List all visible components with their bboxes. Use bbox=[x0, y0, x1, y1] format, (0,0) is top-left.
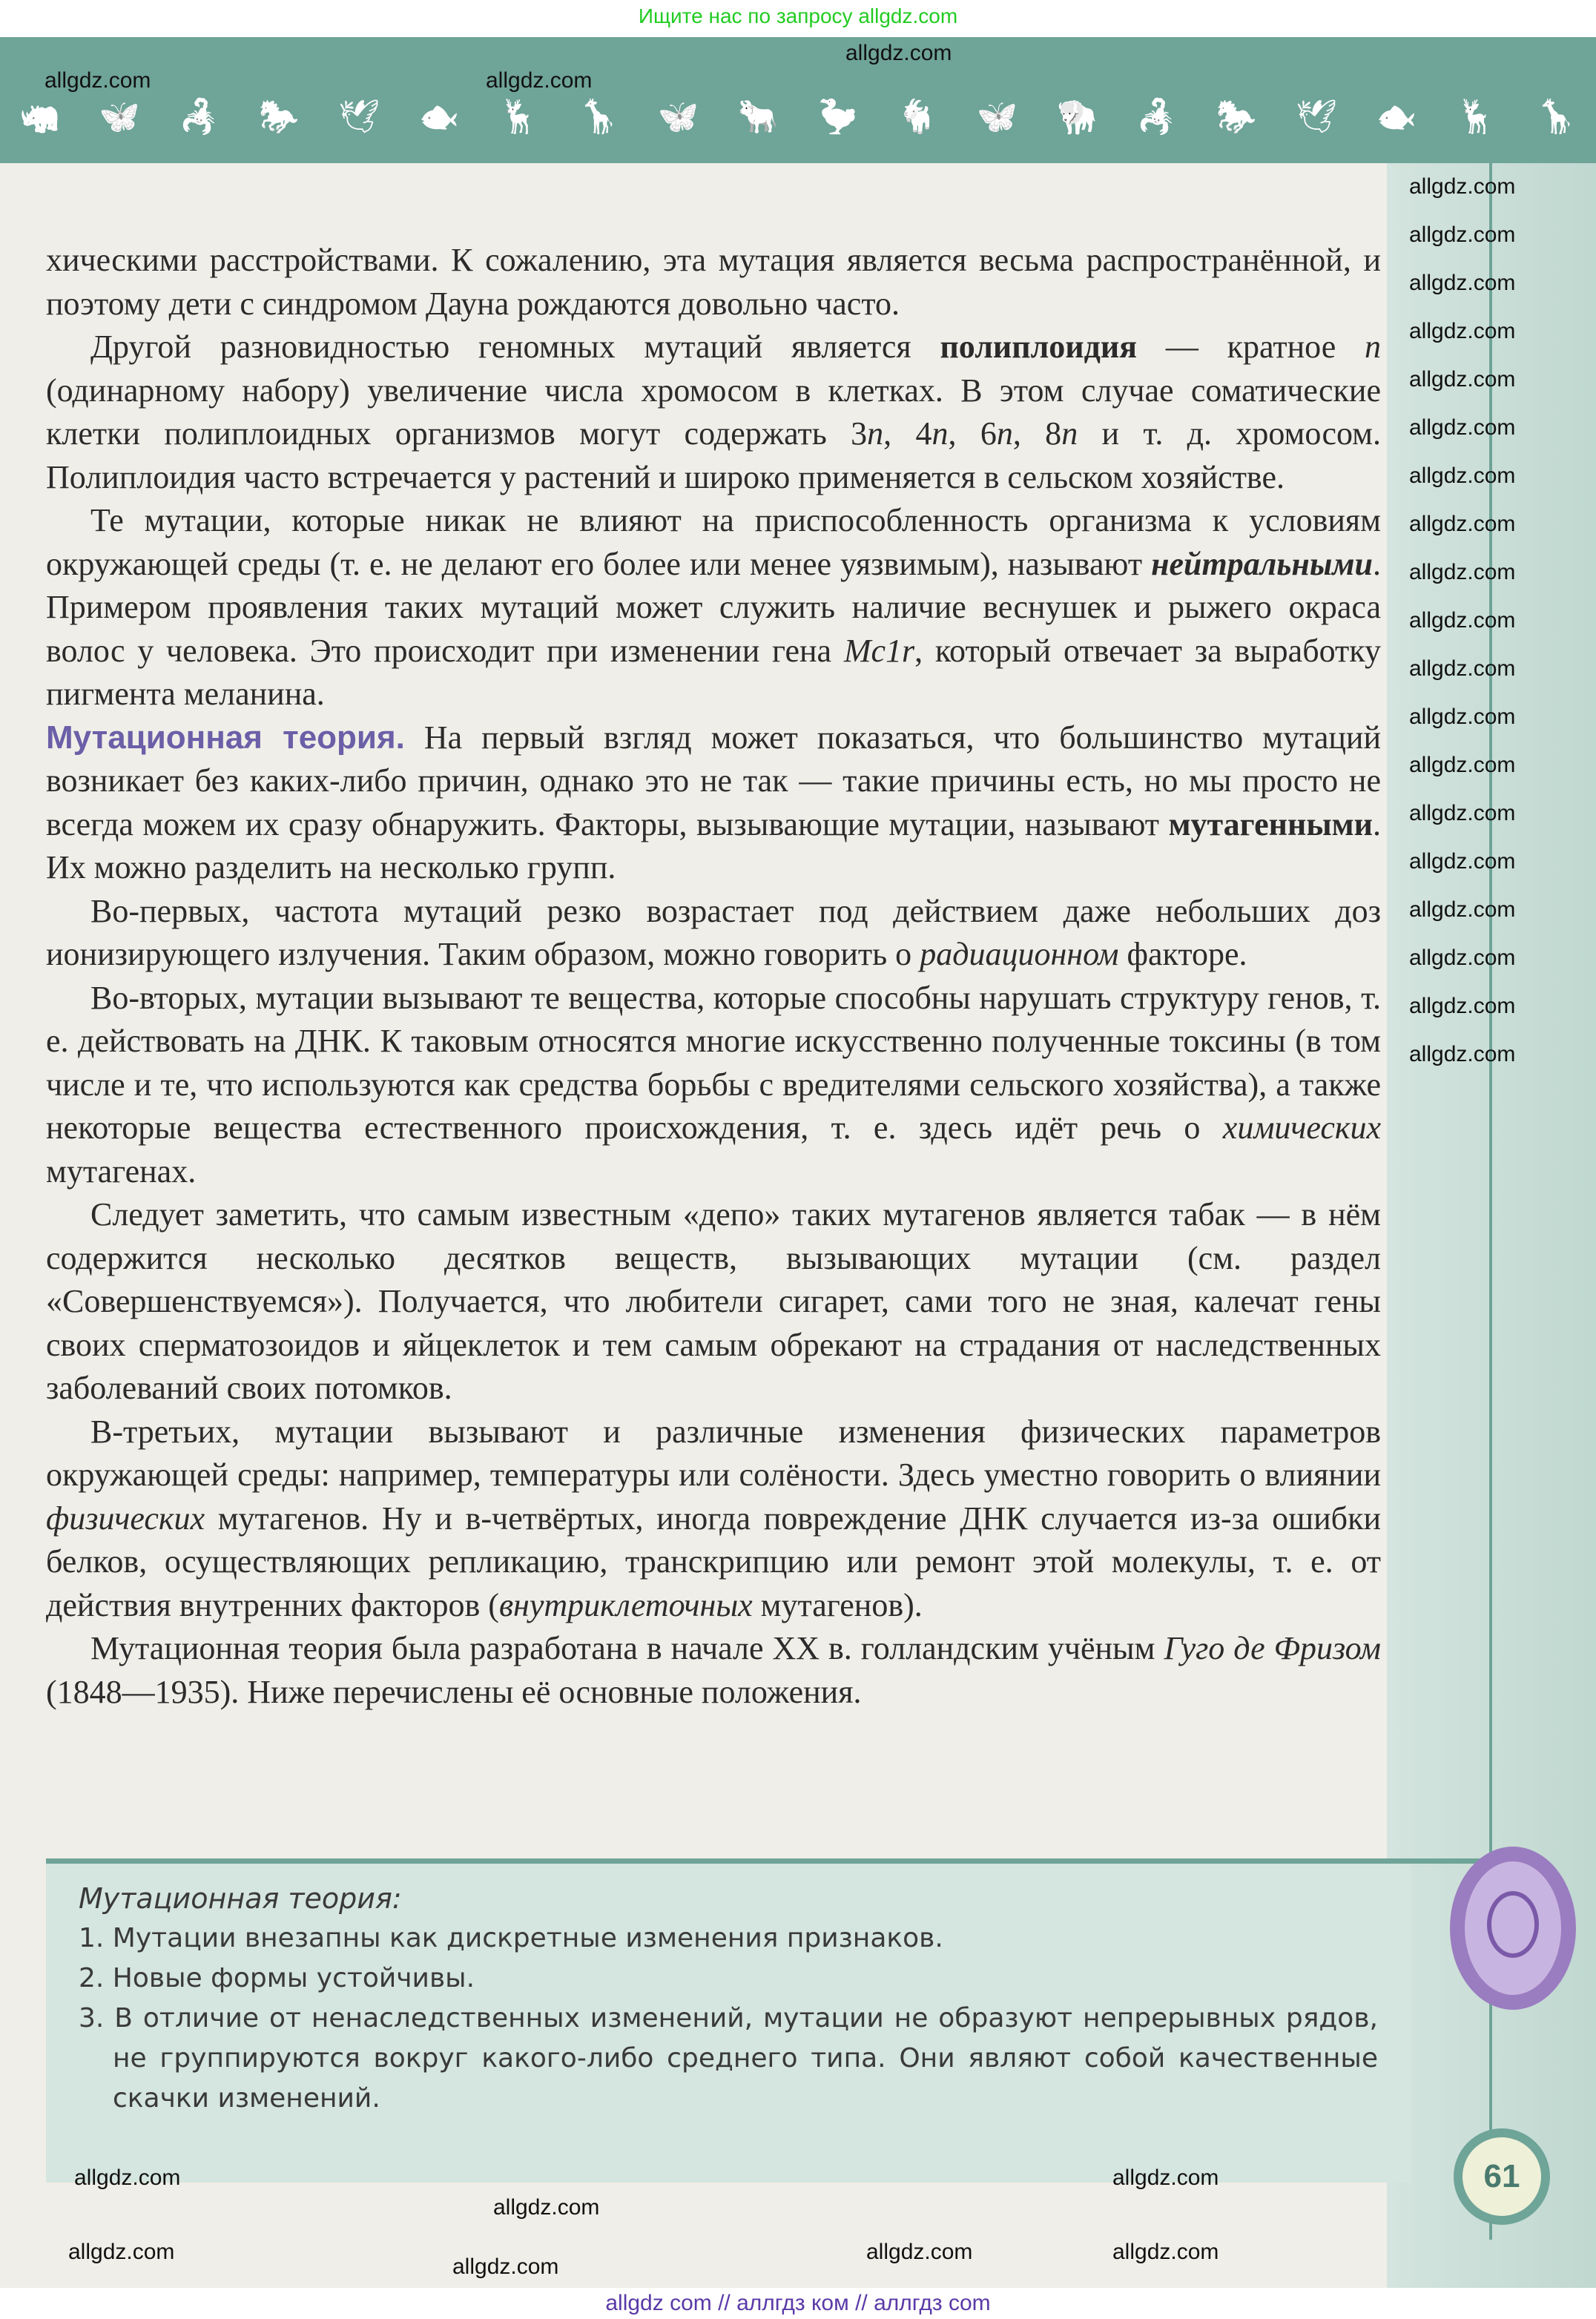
watermark: allgdz.com bbox=[493, 2195, 600, 2220]
butterfly-icon: 🦋 bbox=[977, 99, 1018, 135]
watermark: allgdz.com bbox=[486, 68, 593, 93]
text-run: внутриклеточных bbox=[498, 1586, 753, 1623]
text-run: Мутационная теория была разработана в начале XX в. голландским учёным bbox=[90, 1630, 1164, 1666]
text-run: Другой разновидностью геномных мутаций является bbox=[90, 329, 940, 365]
watermark: allgdz.com bbox=[1409, 1042, 1516, 1066]
ostrich-icon: 🦤 bbox=[817, 99, 859, 135]
theory-item: 3. В отличие от ненаследственных изменений, мутации не образуют непрерывных рядов, не группируются вокруг какого-либо среднего типа. Они являют собой качественные скачки изменений. bbox=[79, 2003, 1378, 2114]
theory-item: 1. Мутации внезапны как дискретные изменения признаков. bbox=[79, 1923, 943, 1953]
fish-icon: 🐟 bbox=[418, 99, 460, 135]
text-run: , который отвечает за выработку пигмента меланина. bbox=[46, 632, 1382, 712]
text-run: мутагенов. Ну и в-четвёртых, иногда повреждение ДНК случается из-за ошибки белков, осуществляющих репликацию, транскрипцию или ремонт этой молекулы, т. е. от действия внутренних факторов ( bbox=[46, 1500, 1381, 1623]
body-text bbox=[46, 239, 1381, 1714]
paragraph bbox=[46, 716, 1381, 890]
text-run: n bbox=[931, 415, 949, 452]
paragraph bbox=[46, 1627, 1381, 1714]
text-run: радиационном bbox=[920, 936, 1119, 972]
text-run: хическими расстройствами. К сожалению, эта мутация является весьма распространённой, и поэтому дети с синдромом Дауна рождаются довольно часто. bbox=[46, 242, 1381, 322]
footer-links: allgdz com // аллгдз ком // аллгдз com bbox=[0, 2288, 1596, 2319]
butterfly-icon: 🦋 bbox=[99, 99, 140, 135]
horse-icon: 🐎 bbox=[258, 99, 300, 135]
text-run: . Примером проявления таких мутаций может служить наличие веснушек и рыжего окраса волос у человека. Это происходит при изменении гена bbox=[46, 545, 1381, 669]
scorpion-icon: 🦂 bbox=[1136, 99, 1177, 135]
text-run: — кратное bbox=[1137, 329, 1365, 365]
text-run: нейтральными bbox=[1151, 545, 1373, 582]
rhino-icon: 🦏 bbox=[19, 99, 61, 135]
watermark: allgdz.com bbox=[845, 41, 952, 65]
watermark: allgdz.com bbox=[1409, 174, 1516, 199]
watermark: allgdz.com bbox=[1409, 512, 1516, 536]
paragraph bbox=[46, 1193, 1381, 1411]
watermark: allgdz.com bbox=[44, 68, 151, 93]
box-divider bbox=[46, 1858, 1492, 1864]
header-band bbox=[0, 37, 1596, 163]
watermark: allgdz.com bbox=[1409, 222, 1516, 247]
text-run: Во-первых, частота мутаций резко возрастает под действием даже небольших доз ионизирующего излучения. Таким образом, можно говорить о bbox=[46, 892, 1381, 972]
text-run: n bbox=[1365, 329, 1381, 365]
fish-icon: 🐟 bbox=[1376, 99, 1417, 135]
watermark: allgdz.com bbox=[1409, 946, 1516, 970]
watermark: allgdz.com bbox=[1409, 464, 1516, 488]
watermark: allgdz.com bbox=[1409, 849, 1516, 874]
watermark: allgdz.com bbox=[74, 2165, 181, 2190]
text-run: На первый взгляд может показаться, что большинство мутаций возникает без каких-либо причин, однако это не так — такие причины есть, но мы просто не всегда можем их сразу обнаружить. Факторы, вызывающие мутации, называют bbox=[46, 719, 1381, 842]
watermark: allgdz.com bbox=[1409, 367, 1516, 392]
watermark: allgdz.com bbox=[1409, 271, 1516, 295]
theory-item: 2. Новые формы устойчивы. bbox=[79, 1963, 475, 1993]
text-run: полиплоидия bbox=[940, 329, 1138, 365]
text-run: мутагенов). bbox=[752, 1586, 923, 1623]
watermark: allgdz.com bbox=[1409, 994, 1516, 1018]
text-run: Следует заметить, что самым известным «депо» таких мутагенов является табак — в нём содержится несколько десятков веществ, вызывающих мутации (см. раздел «Совершенствуемся»). Получается, что любители сигарет, сами того не зная, калечат гены своих сперматозоидов и яйцеклеток и тем самым обрекают на страдания от наследственных заболеваний своих потомков. bbox=[46, 1196, 1381, 1406]
text-run: и т. д. хромосом. Полиплоидия часто встречается у растений и широко применяется в сельском хозяйстве. bbox=[46, 415, 1382, 495]
text-run: n bbox=[1061, 415, 1078, 452]
watermark: allgdz.com bbox=[1409, 705, 1516, 729]
text-run: Во-вторых, мутации вызывают те вещества, которые способны нарушать структуру генов, т. е. действовать на ДНК. К таковым относятся многие искусственно полученные токсины (в том числе и те, что используются как средства борьбы с вредителями сельского хозяйства), а также некоторые вещества естественного происхождения, т. е. здесь идёт речь о bbox=[46, 979, 1381, 1146]
horse-icon: 🐎 bbox=[1216, 99, 1257, 135]
moth-icon: 🦋 bbox=[658, 99, 699, 135]
text-run: В-третьих, мутации вызывают и различные изменения физических параметров окружающей среды: например, температуры или солёности. Здесь уместно говорить о влиянии bbox=[46, 1413, 1381, 1493]
text-run: Гуго де Фризом bbox=[1164, 1630, 1381, 1666]
text-run: Mc1r bbox=[843, 632, 915, 669]
watermark: allgdz.com bbox=[1112, 2240, 1219, 2264]
bird-icon: 🕊 bbox=[1296, 99, 1338, 135]
text-run: химических bbox=[1222, 1109, 1381, 1146]
animal-silhouettes-row bbox=[0, 95, 1596, 139]
text-run: мутагенах. bbox=[46, 1152, 197, 1190]
paragraph bbox=[46, 499, 1381, 716]
watermark: allgdz.com bbox=[1409, 801, 1516, 825]
watermark: allgdz.com bbox=[1409, 560, 1516, 584]
text-run: физических bbox=[46, 1500, 205, 1537]
watermark: allgdz.com bbox=[68, 2240, 175, 2264]
bison-icon: 🦬 bbox=[1056, 99, 1098, 135]
text-run: мутагенными bbox=[1168, 805, 1373, 842]
theory-box bbox=[46, 1864, 1411, 2183]
watermark: allgdz.com bbox=[866, 2240, 973, 2264]
paragraph bbox=[46, 326, 1381, 499]
watermark: allgdz.com bbox=[452, 2254, 559, 2279]
watermark: allgdz.com bbox=[1409, 608, 1516, 633]
watermark: allgdz.com bbox=[1409, 656, 1516, 681]
text-run: (1848—1935). Ниже перечислены её основные положения. bbox=[46, 1673, 862, 1710]
text-run: n bbox=[867, 415, 884, 452]
spiral-shell-icon bbox=[1450, 1847, 1576, 2010]
section-heading: Мутационная теория. bbox=[46, 719, 405, 756]
bull-icon: 🐂 bbox=[737, 99, 779, 135]
paragraph bbox=[46, 1411, 1381, 1628]
paragraph bbox=[46, 890, 1381, 977]
text-run: (одинарному набору) увеличение числа хромосом в клетках. В этом случае соматические клетки полиплоидных организмов могут содержать 3 bbox=[46, 372, 1381, 452]
textbook-page bbox=[0, 37, 1596, 2288]
text-run: , 4 bbox=[883, 415, 932, 452]
giraffe-icon: 🦒 bbox=[578, 99, 619, 135]
bird-icon: 🕊 bbox=[338, 99, 380, 135]
text-run: , 8 bbox=[1012, 415, 1062, 452]
scorpion-icon: 🦂 bbox=[179, 99, 220, 135]
deer-icon: 🦌 bbox=[1456, 99, 1497, 135]
text-run: . Их можно разделить на несколько групп. bbox=[46, 805, 1381, 885]
watermark: allgdz.com bbox=[1409, 753, 1516, 777]
text-run: , 6 bbox=[948, 415, 997, 452]
text-run: факторе. bbox=[1118, 936, 1247, 972]
giraffe-icon: 🦒 bbox=[1535, 99, 1577, 135]
watermark: allgdz.com bbox=[1409, 319, 1516, 343]
paragraph bbox=[46, 239, 1381, 326]
watermark: allgdz.com bbox=[1409, 897, 1516, 922]
page-number: 61 bbox=[1454, 2128, 1550, 2225]
paragraph bbox=[46, 977, 1381, 1194]
deer-icon: 🦌 bbox=[498, 99, 540, 135]
watermark: allgdz.com bbox=[1409, 415, 1516, 440]
theory-box-title: Мутационная теория: bbox=[79, 1882, 402, 1915]
antelope-icon: 🐐 bbox=[897, 99, 938, 135]
text-run: n bbox=[996, 415, 1013, 452]
search-banner: Ищите нас по запросу allgdz.com bbox=[638, 4, 958, 27]
text-run: Те мутации, которые никак не влияют на приспособленность организма к условиям окружающей среды (т. е. не делают его более или менее уязвимым), называют bbox=[46, 502, 1381, 582]
watermark: allgdz.com bbox=[1112, 2165, 1219, 2190]
